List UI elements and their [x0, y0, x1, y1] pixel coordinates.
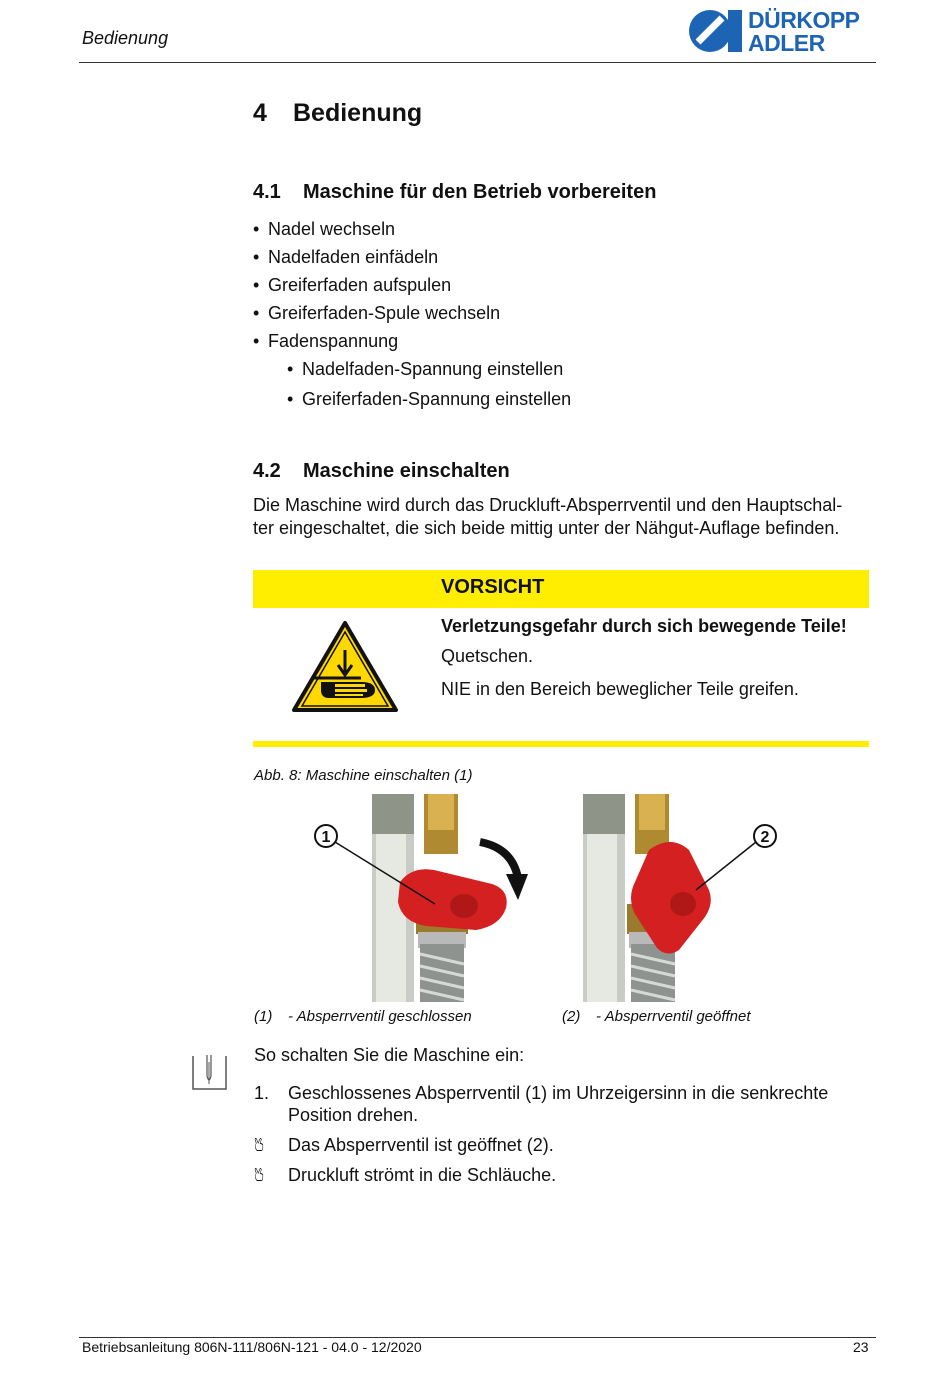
callout-2: [690, 820, 790, 892]
section-title: Maschine für den Betrieb vorbereiten: [303, 181, 657, 203]
warning-bottom-bar: [253, 741, 869, 747]
header-divider: [79, 62, 876, 63]
result-text: Druckluft strömt in die Schläuche.: [288, 1165, 557, 1185]
running-header: Bedienung: [82, 28, 169, 48]
step-text: Geschlossenes Absperrventil (1) im Uhrzeigersinn in die senkrechte Position drehen.: [288, 1083, 829, 1125]
logo-text-adler: ADLER: [748, 30, 825, 56]
step-number: 1.: [254, 1083, 270, 1103]
callout-number: 1: [321, 829, 331, 846]
crush-hazard-warning-icon: [291, 620, 399, 714]
chapter-number: 4: [253, 99, 267, 127]
list-item: • Fadenspannung: [253, 331, 399, 351]
instruction-result: [254, 1134, 868, 1156]
result-arrow-icon: 🖔: [254, 1165, 264, 1185]
instruction-result: [254, 1164, 868, 1186]
list-item: • Greiferfaden aufspulen: [253, 275, 452, 295]
preparation-list: [253, 215, 571, 414]
warning-header-bar: [253, 570, 869, 608]
section-heading-4-1: [253, 181, 656, 204]
figure-legend-1: (1) - Absperrventil geschlossen: [254, 1008, 472, 1025]
warning-text: NIE in den Bereich beweglicher Teile greifen.: [441, 679, 799, 699]
duerkopp-adler-logo: [688, 6, 878, 56]
list-item: • Nadel wechseln: [253, 219, 396, 239]
section-number: 4.1: [253, 181, 281, 203]
page-number: 23: [853, 1339, 869, 1355]
result-text: Das Absperrventil ist geöffnet (2).: [288, 1135, 554, 1155]
section-number: 4.2: [253, 460, 281, 482]
chapter-heading: [253, 99, 422, 128]
footer-divider: [79, 1337, 876, 1338]
footer-document-info: Betriebsanleitung 806N-111/806N-121 - 04.0 - 12/2020: [82, 1339, 422, 1355]
sub-list-item: • Greiferfaden-Spannung einstellen: [287, 388, 572, 409]
warning-text: Quetschen.: [441, 646, 534, 666]
warning-title: Verletzungsgefahr durch sich bewegende Teile!: [441, 616, 847, 636]
instruction-step: [254, 1082, 868, 1126]
figure-legend-2: (2) - Absperrventil geöffnet: [562, 1008, 751, 1025]
callout-number: 2: [760, 829, 770, 846]
list-item: • Nadelfaden einfädeln: [253, 247, 439, 267]
callout-1: [310, 820, 440, 910]
warning-body: [441, 615, 861, 700]
chapter-title: Bedienung: [293, 99, 423, 127]
section-heading-4-2: [253, 460, 510, 483]
sub-list-item: • Nadelfaden-Spannung einstellen: [287, 359, 564, 379]
result-arrow-icon: 🖔: [254, 1135, 264, 1155]
logo-text-duerkopp: DÜRKOPP: [748, 7, 860, 33]
instruction-intro: So schalten Sie die Maschine ein:: [254, 1045, 525, 1065]
section-title: Maschine einschalten: [303, 460, 510, 482]
instruction-sewing-needle-icon: [192, 1054, 227, 1090]
figure-caption: Abb. 8: Maschine einschalten (1): [254, 767, 473, 784]
section-paragraph: Die Maschine wird durch das Druckluft-Absperrventil und den Hauptschal- ter eingeschaltet, die sich beide mittig unter der Nähgut-Auflage befinden.: [253, 495, 843, 538]
list-item: • Greiferfaden-Spule wechseln: [253, 303, 501, 323]
warning-label: VORSICHT: [441, 576, 545, 598]
